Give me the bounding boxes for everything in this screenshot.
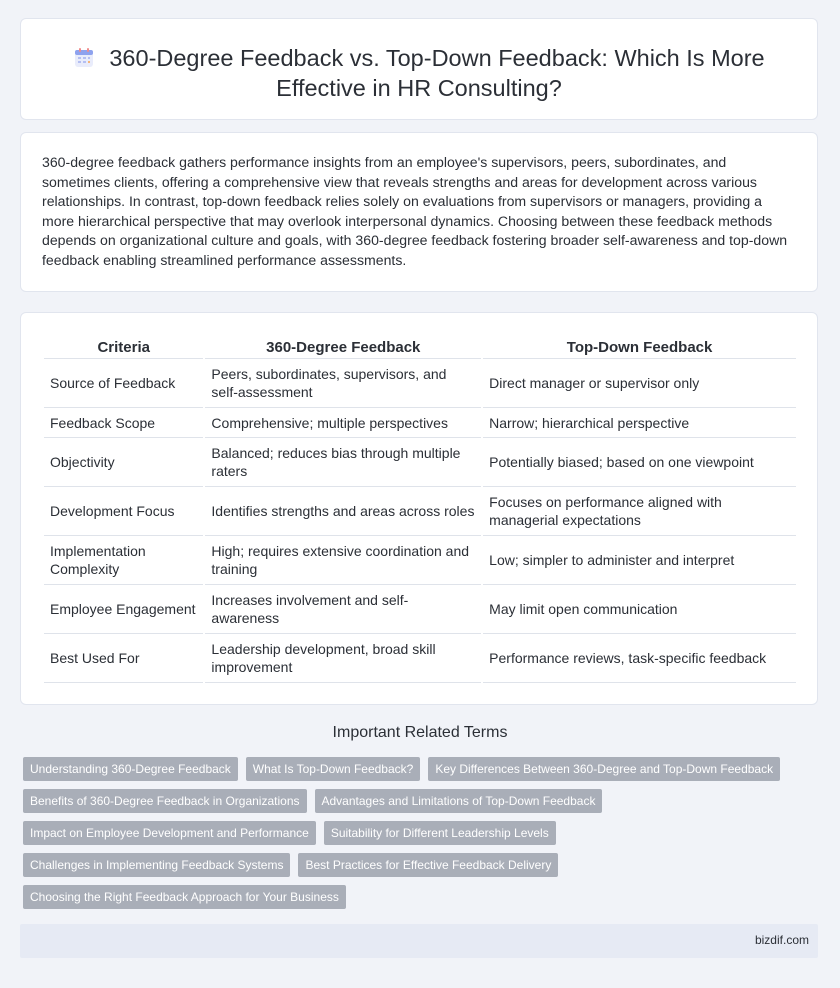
tag-row <box>23 885 803 909</box>
degree360-cell: High; requires extensive coordination and training <box>205 536 481 585</box>
comparison-card <box>20 312 818 705</box>
criteria-cell: Feedback Scope <box>44 408 203 438</box>
table-header-row <box>44 333 796 359</box>
criteria-cell: Development Focus <box>44 487 203 536</box>
criteria-cell: Best Used For <box>44 634 203 683</box>
topdown-cell: Direct manager or supervisor only <box>483 359 796 408</box>
related-terms-heading: Important Related Terms <box>332 724 508 741</box>
related-term-tag[interactable]: Key Differences Between 360-Degree and Top-Down Feedback <box>428 757 780 781</box>
degree360-cell: Identifies strengths and areas across roles <box>205 487 481 536</box>
table-row <box>44 438 796 487</box>
comparison-table <box>42 333 798 683</box>
criteria-cell: Employee Engagement <box>44 585 203 634</box>
topdown-cell: Performance reviews, task-specific feedback <box>483 634 796 683</box>
criteria-cell: Source of Feedback <box>44 359 203 408</box>
related-term-tag[interactable]: Choosing the Right Feedback Approach for Your Business <box>23 885 346 909</box>
related-term-tag[interactable]: Understanding 360-Degree Feedback <box>23 757 238 781</box>
tag-row <box>23 757 803 781</box>
topdown-cell: Low; simpler to administer and interpret <box>483 536 796 585</box>
degree360-cell: Increases involvement and self-awareness <box>205 585 481 634</box>
table-row <box>44 634 796 683</box>
related-term-tag[interactable]: Advantages and Limitations of Top-Down Feedback <box>315 789 603 813</box>
tag-row <box>23 853 803 877</box>
table-row <box>44 359 796 408</box>
degree360-cell: Comprehensive; multiple perspectives <box>205 408 481 438</box>
tag-row <box>23 789 803 813</box>
related-term-tag[interactable]: Benefits of 360-Degree Feedback in Organizations <box>23 789 307 813</box>
related-term-tag[interactable]: Impact on Employee Development and Performance <box>23 821 316 845</box>
calendar-icon <box>73 47 95 69</box>
degree360-cell: Peers, subordinates, supervisors, and self-assessment <box>205 359 481 408</box>
page-title-text: 360-Degree Feedback vs. Top-Down Feedback: Which Is More Effective in HR Consulting? <box>109 45 765 101</box>
related-term-tag[interactable]: Challenges in Implementing Feedback Systems <box>23 853 290 877</box>
topdown-cell: Narrow; hierarchical perspective <box>483 408 796 438</box>
related-term-tag[interactable]: What Is Top-Down Feedback? <box>246 757 421 781</box>
related-term-tag[interactable]: Best Practices for Effective Feedback Delivery <box>298 853 558 877</box>
topdown-cell: Potentially biased; based on one viewpoint <box>483 438 796 487</box>
footer-bar <box>20 924 818 958</box>
intro-paragraph: 360-degree feedback gathers performance insights from an employee's supervisors, peers, subordinates, and sometimes clients, offering a comprehensive view that reveals strengths and areas for development across various relationships. In contrast, top-down feedback relies solely on evaluations from supervisors or managers, providing a more hierarchical perspective that may overlook interpersonal dynamics. Choosing between these feedback methods depends on organizational culture and goals, with 360-degree feedback fostering broader self-awareness and top-down feedback enabling streamlined performance assessments. <box>42 154 788 268</box>
topdown-cell: May limit open communication <box>483 585 796 634</box>
column-header: Top-Down Feedback <box>483 333 796 359</box>
title-card <box>20 18 818 120</box>
degree360-cell: Leadership development, broad skill improvement <box>205 634 481 683</box>
tag-row <box>23 821 803 845</box>
topdown-cell: Focuses on performance aligned with managerial expectations <box>483 487 796 536</box>
site-link[interactable]: bizdif.com <box>754 933 809 947</box>
column-header: 360-Degree Feedback <box>205 333 481 359</box>
degree360-cell: Balanced; reduces bias through multiple raters <box>205 438 481 487</box>
related-term-tag[interactable]: Suitability for Different Leadership Levels <box>324 821 556 845</box>
table-row <box>44 487 796 536</box>
related-terms-list <box>23 757 803 917</box>
table-row <box>44 408 796 438</box>
column-header: Criteria <box>44 333 203 359</box>
page-title <box>61 43 777 103</box>
criteria-cell: Implementation Complexity <box>44 536 203 585</box>
intro-card <box>20 132 818 292</box>
table-row <box>44 536 796 585</box>
criteria-cell: Objectivity <box>44 438 203 487</box>
table-row <box>44 585 796 634</box>
